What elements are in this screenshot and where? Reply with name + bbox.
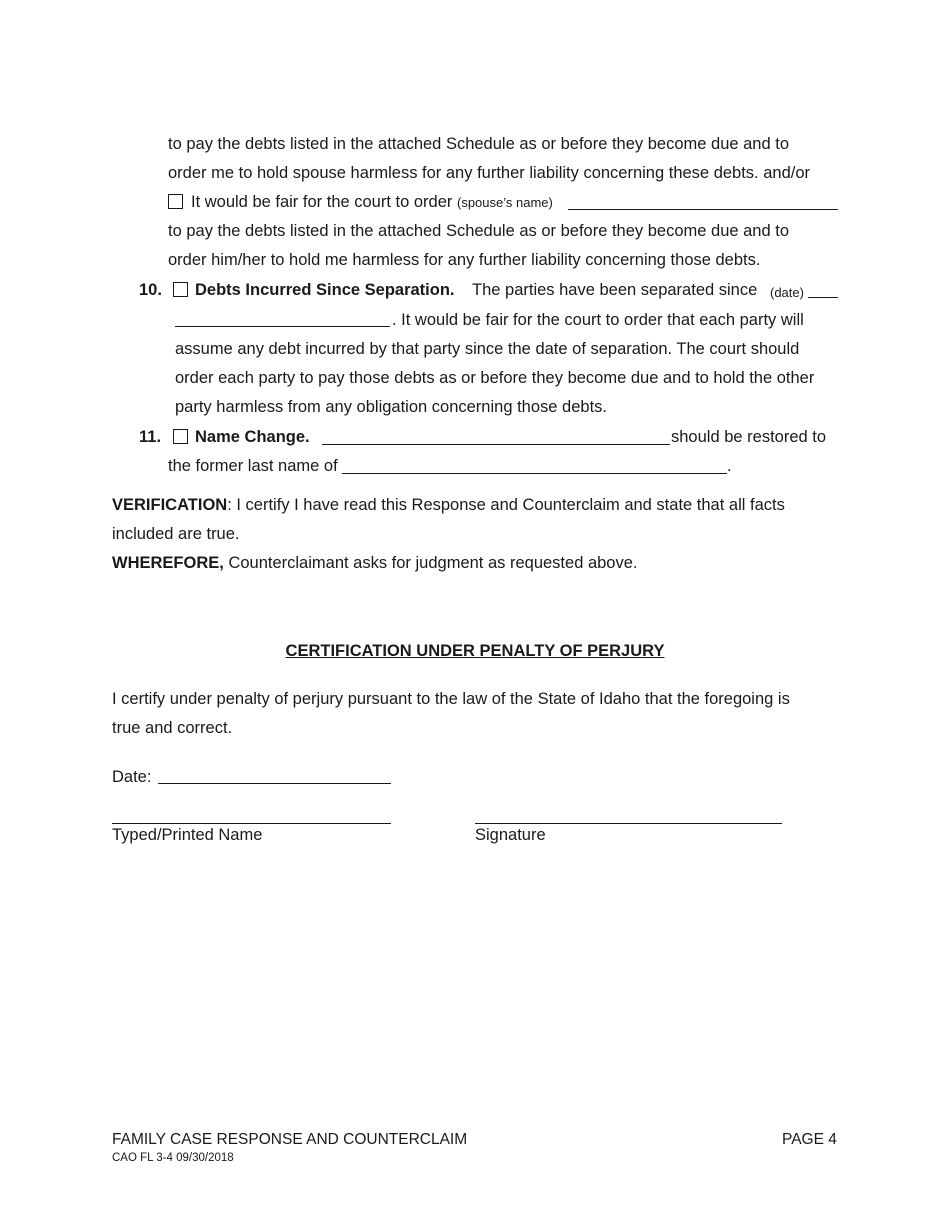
item-10-heading: Debts Incurred Since Separation. — [195, 281, 455, 299]
verification-line-2: included are true. — [112, 525, 240, 543]
wherefore-line — [112, 553, 638, 573]
item-11-heading: Name Change. — [195, 428, 310, 446]
wherefore-text: Counterclaimant asks for judgment as requested above. — [228, 554, 638, 572]
date-field[interactable] — [158, 783, 391, 784]
date-label: Date: — [112, 768, 152, 786]
footer-form-title: FAMILY CASE RESPONSE AND COUNTERCLAIM — [112, 1131, 468, 1148]
spouse-name-hint: (spouse’s name) — [456, 195, 553, 210]
separation-date-hint: (date) — [770, 285, 804, 300]
verification-text-1: : I certify I have read this Response and Counterclaim and state that all facts — [227, 496, 785, 514]
item-11-restored-text: should be restored to — [671, 428, 827, 446]
verification-line-1 — [112, 495, 785, 515]
separation-date-field[interactable] — [175, 326, 390, 327]
certification-title: CERTIFICATION UNDER PENALTY OF PERJURY — [285, 642, 665, 660]
wherefore-label: WHEREFORE, — [112, 554, 224, 572]
item-10-line-5: party harmless from any obligation concerning those debts. — [175, 398, 607, 416]
item-11-number: 11. — [139, 428, 162, 446]
continuation-line-1: to pay the debts listed in the attached Schedule as or before they become due and to — [168, 135, 790, 153]
footer-form-code: CAO FL 3-4 09/30/2018 — [112, 1152, 234, 1164]
continuation-line-5: order him/her to hold me harmless for any further liability concerning those debts. — [168, 251, 761, 269]
alt-option-text: It would be fair for the court to order — [191, 193, 453, 211]
item-10-text-start: The parties have been separated since — [472, 281, 758, 299]
item-10-line-3: assume any debt incurred by that party since the date of separation. The court should — [175, 340, 800, 358]
alt-option-label — [191, 192, 553, 213]
item-10-number: 10. — [139, 281, 162, 299]
certification-line-2: true and correct. — [112, 719, 233, 737]
continuation-line-2: order me to hold spouse harmless for any further liability concerning these debts. and/or — [168, 164, 811, 182]
continuation-line-4: to pay the debts listed in the attached Schedule as or before they become due and to — [168, 222, 790, 240]
item-11-period: . — [727, 457, 732, 475]
alt-option-checkbox[interactable] — [168, 194, 183, 209]
item-10-line-4: order each party to pay those debts as or before they become due and to hold the other — [175, 369, 815, 387]
footer-page-number: PAGE 4 — [782, 1131, 837, 1148]
signature-field[interactable] — [475, 823, 782, 824]
item-10-text-after-date: . It would be fair for the court to order that each party will — [392, 311, 804, 329]
item-11-checkbox[interactable] — [173, 429, 188, 444]
spouse-name-field[interactable] — [568, 209, 838, 210]
former-last-name-field[interactable] — [342, 473, 727, 474]
typed-name-field[interactable] — [112, 823, 391, 824]
separation-date-field-start[interactable] — [808, 297, 838, 298]
item-11-former-text: the former last name of — [168, 457, 338, 475]
item-10-checkbox[interactable] — [173, 282, 188, 297]
verification-label: VERIFICATION — [112, 496, 228, 514]
certification-line-1: I certify under penalty of perjury pursuant to the law of the State of Idaho that the foregoing is — [112, 690, 790, 708]
typed-name-label: Typed/Printed Name — [112, 826, 263, 844]
name-to-restore-field[interactable] — [322, 444, 670, 445]
signature-label: Signature — [475, 826, 546, 844]
